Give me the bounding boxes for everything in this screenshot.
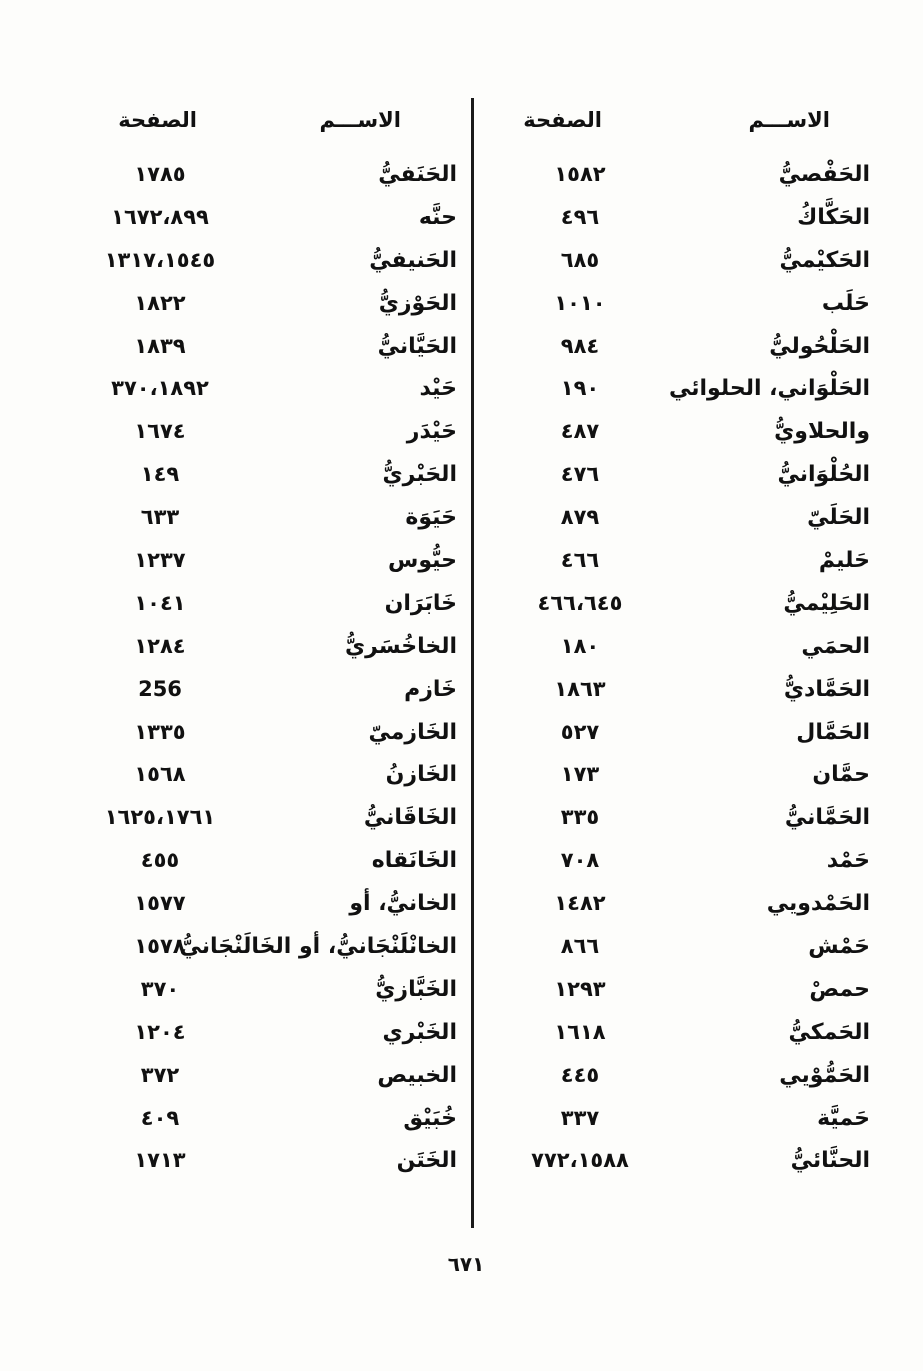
index-entry	[500, 411, 870, 454]
index-entry	[95, 283, 465, 326]
entry-name: حَلَب	[821, 290, 870, 316]
entry-name: حمصْ	[809, 976, 870, 1002]
entry-page: ٤٤٥	[560, 1062, 600, 1087]
entry-page: 256	[138, 676, 182, 701]
entry-name: الخَاقَانيُّ	[363, 805, 457, 831]
entry-name: الحَوْزيُّ	[378, 290, 457, 316]
entry-page: ١٢٣٧	[134, 548, 186, 573]
index-entry	[95, 583, 465, 626]
entry-page: ٧٧٢،١٥٨٨	[531, 1148, 629, 1173]
index-entry	[95, 669, 465, 712]
index-entry	[95, 840, 465, 883]
index-entry	[95, 368, 465, 411]
entry-page: ٣٧٠،١٨٩٢	[111, 376, 209, 401]
entry-page: ١٤٩	[140, 462, 180, 487]
entry-page: ٨٦٦	[560, 934, 600, 959]
entry-page: ١٨٣٩	[134, 333, 186, 358]
entry-name: الحَلَيّ	[807, 505, 870, 531]
entry-name: الخانْلَنْجَانيُّ، أو الخَالَنْجَانيُّ	[179, 934, 457, 960]
entry-page: ١٨٠	[560, 633, 600, 658]
entry-name: حَيْدَر	[406, 419, 457, 445]
entry-name: حَميَّة	[817, 1105, 870, 1131]
index-entry	[500, 454, 870, 497]
entry-name: الحَيَّانيُّ	[377, 333, 457, 359]
entry-page: ٣٣٥	[560, 805, 600, 830]
entry-name: حَيَوَة	[405, 505, 457, 531]
entry-name: حَيْد	[419, 376, 457, 402]
entry-name: حَمْش	[808, 934, 870, 960]
entry-page: ١٣٣٥	[134, 719, 186, 744]
entry-page: ١٢٩٣	[554, 976, 606, 1001]
column-divider	[471, 98, 474, 1228]
entry-name: حَمْد	[826, 848, 870, 874]
entry-page: ١٤٨٢	[554, 891, 606, 916]
index-entry	[500, 754, 870, 797]
index-entry	[95, 754, 465, 797]
entry-name: الحَكيْميُّ	[779, 247, 870, 273]
entry-page: ١٨٢٢	[134, 290, 186, 315]
index-entry	[95, 926, 465, 969]
entry-name: الحَنَفيُّ	[378, 162, 457, 187]
page-header: الصفحة	[118, 108, 197, 132]
entry-page: ١٣١٧،١٥٤٥	[104, 247, 216, 272]
entry-name: الحنَّائيُّ	[790, 1148, 870, 1174]
entry-page: ١٧٣	[560, 762, 600, 787]
entry-name: الحَمَّاديُّ	[783, 676, 870, 702]
entry-name: الحُلْوَانيُّ	[777, 462, 870, 488]
entry-page: ١٢٨٤	[134, 633, 186, 658]
entry-page: ١٢٠٤	[134, 1019, 186, 1044]
index-entry	[95, 797, 465, 840]
entry-name: الحَفْصيُّ	[778, 162, 870, 187]
index-entry	[95, 326, 465, 369]
entry-page: ٥٢٧	[560, 719, 600, 744]
index-entry	[95, 1140, 465, 1183]
entry-page: ١٨٦٣	[554, 676, 606, 701]
index-entry	[500, 712, 870, 755]
page-header: الصفحة	[523, 108, 602, 132]
index-entry	[95, 1098, 465, 1141]
entry-page: ٨٧٩	[560, 505, 600, 530]
entry-page: ١٥٧٨	[134, 934, 186, 959]
entry-name: الحَمْدويي	[766, 891, 870, 917]
index-entry	[500, 1012, 870, 1055]
index-entry	[500, 583, 870, 626]
index-entry	[95, 1055, 465, 1098]
entry-page: ٣٧٠	[140, 976, 180, 1001]
entry-page: ٤٩٦	[560, 204, 600, 229]
entry-name: الخاخُسَريُّ	[344, 633, 457, 659]
index-entry	[500, 926, 870, 969]
entry-page: ١٠١٠	[554, 290, 606, 315]
right-index-column	[500, 100, 870, 1183]
entry-name: الخَبْري	[382, 1019, 457, 1045]
index-entry	[95, 540, 465, 583]
entry-name: الحَلْوَاني، الحلوائي	[669, 376, 870, 402]
entry-name: الخَازنُ	[385, 762, 457, 788]
index-entry	[95, 626, 465, 669]
entry-name: حيُّوس	[388, 548, 457, 574]
entry-page: ٤٨٧	[560, 419, 600, 444]
entry-name: الحَمكيُّ	[788, 1019, 870, 1045]
index-entry	[500, 326, 870, 369]
right-entries	[500, 154, 870, 1183]
index-entry	[95, 1012, 465, 1055]
left-index-column	[95, 100, 465, 1183]
index-entry	[500, 368, 870, 411]
entry-name: الخَانَقاه	[371, 848, 457, 874]
index-entry	[500, 1098, 870, 1141]
index-entry	[500, 1140, 870, 1183]
index-entry	[500, 969, 870, 1012]
right-column-header	[500, 100, 870, 154]
entry-name: الحمَي	[801, 633, 870, 659]
entry-name: حمَّان	[812, 762, 870, 788]
index-entry	[95, 454, 465, 497]
index-entry	[95, 883, 465, 926]
index-entry	[95, 497, 465, 540]
index-entry	[500, 840, 870, 883]
entry-name: والحلاويُّ	[774, 419, 870, 445]
index-entry	[500, 154, 870, 197]
entry-page: ١٦١٨	[554, 1019, 606, 1044]
entry-page: ١٧٨٥	[134, 162, 186, 186]
entry-page: ١٧١٣	[134, 1148, 186, 1173]
entry-name: خَابَرَان	[384, 590, 457, 616]
entry-page: ١٥٦٨	[134, 762, 186, 787]
entry-page: ٤٦٦	[560, 548, 600, 573]
entry-name: الحَكَّاكُ	[797, 204, 870, 230]
index-entry	[95, 969, 465, 1012]
entry-name: الحَبْريُّ	[382, 462, 457, 488]
entry-name: الخانيُّ، أو	[349, 891, 457, 917]
index-entry	[500, 797, 870, 840]
left-column-header	[95, 100, 465, 154]
entry-name: الحَنيفيُّ	[369, 247, 457, 273]
entry-name: الخبيص	[377, 1062, 457, 1088]
index-entry	[500, 669, 870, 712]
entry-page: ١٩٠	[560, 376, 600, 401]
left-entries	[95, 154, 465, 1183]
entry-page: ١٥٨٢	[554, 162, 606, 186]
entry-name: الخَبَّازيُّ	[375, 976, 457, 1002]
index-entry	[95, 240, 465, 283]
entry-page: ٣٧٢	[140, 1062, 180, 1087]
index-entry	[500, 240, 870, 283]
index-entry	[95, 411, 465, 454]
entry-page: ٤٦٦،٦٤٥	[537, 590, 623, 615]
entry-name: الحَلْحُوليُّ	[769, 333, 870, 359]
entry-page: ١٥٧٧	[134, 891, 186, 916]
entry-name: الحَمَّانيُّ	[784, 805, 870, 831]
index-entry	[500, 197, 870, 240]
entry-name: الحَلِيْميُّ	[783, 590, 870, 616]
entry-name: الحَمُّوْيي	[779, 1062, 870, 1088]
index-entry	[95, 154, 465, 197]
index-entry	[95, 197, 465, 240]
entry-name: خَازم	[404, 676, 457, 702]
index-entry	[500, 1055, 870, 1098]
entry-page: ٤٥٥	[140, 848, 180, 873]
entry-name: الخَتَن	[396, 1148, 457, 1174]
entry-name: الخَازميّ	[368, 719, 457, 745]
index-entry	[500, 883, 870, 926]
name-header: الاســـم	[319, 108, 401, 132]
index-entry	[500, 540, 870, 583]
entry-page: ٩٨٤	[560, 333, 600, 358]
entry-page: ٣٣٧	[560, 1105, 600, 1130]
entry-page: ١٦٢٥،١٧٦١	[104, 805, 216, 830]
entry-page: ٧٠٨	[560, 848, 600, 873]
entry-page: ١٠٤١	[134, 590, 186, 615]
entry-name: حنَّه	[418, 204, 457, 230]
entry-name: الحَمَّال	[796, 719, 870, 745]
entry-name: حَليمْ	[818, 548, 870, 574]
index-entry	[500, 626, 870, 669]
index-entry	[95, 712, 465, 755]
index-entry	[500, 497, 870, 540]
entry-name: خُبَيْق	[403, 1105, 457, 1131]
entry-page: ١٦٧٢،٨٩٩	[111, 204, 209, 229]
entry-page: ٦٨٥	[560, 247, 600, 272]
entry-page: ١٦٧٤	[134, 419, 186, 444]
entry-page: ٤٧٦	[560, 462, 600, 487]
index-entry	[500, 283, 870, 326]
page-number: ٦٧١	[447, 1252, 485, 1276]
entry-page: ٤٠٩	[140, 1105, 180, 1130]
name-header: الاســـم	[748, 108, 830, 132]
entry-page: ٦٣٣	[140, 505, 180, 530]
